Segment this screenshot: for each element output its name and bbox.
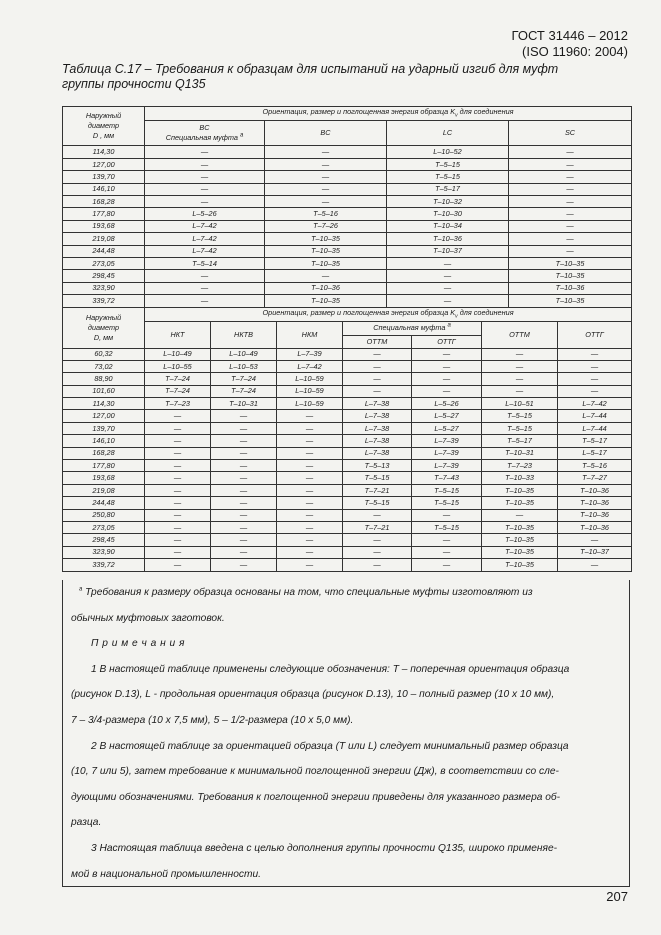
table-cell: —: [509, 220, 632, 232]
table-cell: —: [277, 447, 343, 459]
table-cell: —: [412, 385, 482, 397]
footnote-continued: обычных муфтовых заготовок.: [71, 612, 225, 624]
table-cell: T–10–36: [558, 509, 632, 521]
table-cell: —: [387, 295, 509, 307]
table-cell: —: [211, 559, 277, 571]
table-cell: T–10–35: [482, 497, 558, 509]
table-cell: —: [277, 534, 343, 546]
table-row: [63, 373, 632, 385]
orientation-group-header: Ориентация, размер и поглощенная энергия образца $K_v$ для соединения: [145, 107, 632, 121]
diameter-cell: 339,72: [63, 559, 145, 571]
table-row: [63, 158, 632, 170]
table-cell: T–7–27: [558, 472, 632, 484]
table-cell: —: [211, 522, 277, 534]
table-cell: T–5–17: [482, 435, 558, 447]
table-cell: T–10–37: [558, 546, 632, 558]
table-row: [63, 460, 632, 472]
table-cell: T–7–24: [211, 373, 277, 385]
table-cell: —: [509, 171, 632, 183]
table-cell: T–7–24: [211, 385, 277, 397]
diameter-cell: 60,32: [63, 348, 145, 360]
table-cell: —: [509, 183, 632, 195]
page-number: 207: [606, 889, 628, 904]
table-cell: —: [145, 509, 211, 521]
document-header: [512, 28, 628, 60]
table-row: [63, 472, 632, 484]
note-line: 2 В настоящей таблице за ориентацией образца (Т или L) следует минимальный размер образца: [91, 740, 569, 752]
standard-number: ГОСТ 31446 – 2012: [511, 28, 628, 43]
column-header: ОТТМ: [343, 335, 412, 348]
table-cell: —: [265, 270, 387, 282]
table-cell: —: [211, 484, 277, 496]
table-cell: —: [343, 348, 412, 360]
table-cell: —: [211, 410, 277, 422]
table-cell: T–5–14: [145, 257, 265, 269]
diameter-cell: 127,00: [63, 410, 145, 422]
table-row: [63, 509, 632, 521]
table-cell: —: [265, 158, 387, 170]
table-cell: T–7–24: [145, 373, 211, 385]
special-coupling-header: Специальная муфта $^a$: [343, 321, 482, 335]
table-cell: L–10–51: [482, 398, 558, 410]
diameter-cell: 177,80: [63, 460, 145, 472]
table-cell: —: [145, 546, 211, 558]
table-row: [63, 435, 632, 447]
table-cell: —: [412, 534, 482, 546]
table-cell: T–7–21: [343, 484, 412, 496]
table-cell: —: [265, 196, 387, 208]
table-cell: —: [387, 270, 509, 282]
diameter-cell: 273,05: [63, 522, 145, 534]
table-row: [63, 522, 632, 534]
table-cell: —: [145, 270, 265, 282]
diameter-header: Наружный диаметр D, мм: [63, 307, 145, 348]
table-cell: T–10–36: [558, 484, 632, 496]
table-cell: T–5–15: [482, 410, 558, 422]
diameter-cell: 244,48: [63, 497, 145, 509]
table-cell: T–5–16: [265, 208, 387, 220]
table-cell: —: [558, 373, 632, 385]
table-cell: —: [211, 460, 277, 472]
table-title-line2: группы прочности Q135: [62, 77, 206, 91]
table-row: [63, 447, 632, 459]
table-cell: —: [412, 348, 482, 360]
table-row: [63, 183, 632, 195]
diameter-header: Наружный диаметр D , мм: [63, 107, 145, 146]
table-cell: L–7–39: [277, 348, 343, 360]
column-header: НКМ: [277, 321, 343, 348]
diameter-cell: 177,80: [63, 208, 145, 220]
table-row: [63, 348, 632, 360]
table-cell: T–10–36: [509, 282, 632, 294]
diameter-cell: 339,72: [63, 295, 145, 307]
table-cell: —: [558, 360, 632, 372]
table-cell: —: [558, 559, 632, 571]
table-cell: T–10–35: [482, 484, 558, 496]
table-row: [63, 196, 632, 208]
table-cell: L–7–44: [558, 410, 632, 422]
column-header: ОТТГ: [558, 321, 632, 348]
table-row: [63, 534, 632, 546]
table-cell: L–7–42: [145, 233, 265, 245]
table-cell: L–7–42: [277, 360, 343, 372]
table-cell: L–10–49: [145, 348, 211, 360]
table-cell: T–5–17: [558, 435, 632, 447]
table-cell: T–5–15: [387, 158, 509, 170]
table-cell: —: [145, 472, 211, 484]
table-row: [63, 546, 632, 558]
diameter-cell: 73,02: [63, 360, 145, 372]
table-cell: L–7–38: [343, 398, 412, 410]
table-cell: L–7–38: [343, 447, 412, 459]
table-cell: T–10–37: [387, 245, 509, 257]
table-cell: —: [145, 171, 265, 183]
footnote: $^a$ Требования к размеру образца основаны на том, что специальные муфты изготовляют из: [79, 586, 533, 598]
table-row: [63, 245, 632, 257]
table-cell: L–10–52: [387, 146, 509, 158]
column-header: ОТТМ: [482, 321, 558, 348]
table-cell: L–7–39: [412, 435, 482, 447]
table-title-line1: Таблица С.17 – Требования к образцам для испытаний на ударный изгиб для муфт: [62, 62, 559, 76]
notes-heading: П р и м е ч а н и я: [91, 638, 185, 650]
table-row: [63, 171, 632, 183]
table-cell: T–5–15: [482, 422, 558, 434]
table-cell: T–10–31: [211, 398, 277, 410]
diameter-cell: 193,68: [63, 472, 145, 484]
table-cell: —: [211, 422, 277, 434]
table-row: [63, 257, 632, 269]
diameter-cell: 127,00: [63, 158, 145, 170]
column-header: НКТ: [145, 321, 211, 348]
table-cell: —: [412, 509, 482, 521]
table-cell: T–10–35: [482, 534, 558, 546]
table-cell: —: [412, 546, 482, 558]
table-row: [63, 484, 632, 496]
table-cell: —: [412, 360, 482, 372]
table-cell: —: [145, 484, 211, 496]
table-cell: L–10–53: [211, 360, 277, 372]
table-cell: —: [343, 546, 412, 558]
table-row: [63, 270, 632, 282]
table-cell: —: [145, 183, 265, 195]
table-cell: —: [482, 360, 558, 372]
table-cell: —: [211, 472, 277, 484]
table-cell: —: [277, 509, 343, 521]
table-cell: —: [265, 146, 387, 158]
table-cell: L–7–44: [558, 422, 632, 434]
table-cell: —: [277, 497, 343, 509]
table-cell: —: [558, 534, 632, 546]
table-cell: —: [145, 146, 265, 158]
table-cell: L–5–17: [558, 447, 632, 459]
table-cell: T–5–15: [412, 522, 482, 534]
table-cell: T–5–15: [343, 497, 412, 509]
diameter-cell: 168,28: [63, 447, 145, 459]
note-line: мой в национальной промышленности.: [71, 868, 261, 880]
table-row: [63, 410, 632, 422]
table-cell: L–5–27: [412, 422, 482, 434]
table-row: [63, 559, 632, 571]
table-cell: L–10–59: [277, 373, 343, 385]
diameter-cell: 244,48: [63, 245, 145, 257]
table-cell: —: [412, 559, 482, 571]
table-cell: L–7–38: [343, 422, 412, 434]
diameter-cell: 146,10: [63, 435, 145, 447]
diameter-cell: 101,60: [63, 385, 145, 397]
table-cell: T–5–17: [387, 183, 509, 195]
table-row: [63, 282, 632, 294]
table-casing-couplings: [62, 106, 632, 308]
table-cell: T–10–34: [387, 220, 509, 232]
table-cell: —: [558, 348, 632, 360]
table-cell: —: [509, 233, 632, 245]
iso-reference: (ISO 11960: 2004): [522, 44, 628, 59]
table-cell: T–5–13: [343, 460, 412, 472]
diameter-cell: 273,05: [63, 257, 145, 269]
note-line: 3 Настоящая таблица введена с целью дополнения группы прочности Q135, широко применяе-: [91, 842, 558, 854]
note-line: дующими обозначениями. Требования к поглощенной энергии приведены для указанного размера об-: [71, 791, 561, 803]
table-cell: T–10–33: [482, 472, 558, 484]
table-cell: T–10–36: [387, 233, 509, 245]
table-cell: T–10–35: [265, 257, 387, 269]
column-header: НКТВ: [211, 321, 277, 348]
table-cell: —: [509, 158, 632, 170]
table-cell: L–10–59: [277, 385, 343, 397]
table-cell: —: [509, 196, 632, 208]
column-header: LC: [387, 121, 509, 146]
table-cell: —: [145, 282, 265, 294]
table-cell: —: [265, 183, 387, 195]
table-cell: —: [277, 546, 343, 558]
table-cell: —: [145, 559, 211, 571]
table-cell: T–10–35: [265, 295, 387, 307]
diameter-cell: 114,30: [63, 398, 145, 410]
table-cell: L–10–55: [145, 360, 211, 372]
notes-block: [62, 580, 630, 887]
note-line: разца.: [71, 817, 102, 829]
table-cell: —: [277, 410, 343, 422]
table-cell: T–10–36: [558, 522, 632, 534]
table-row: [63, 360, 632, 372]
table-cell: L–7–42: [145, 220, 265, 232]
table-cell: T–7–23: [145, 398, 211, 410]
table-cell: —: [211, 497, 277, 509]
table-cell: T–10–32: [387, 196, 509, 208]
table-cell: —: [277, 422, 343, 434]
table-cell: —: [343, 559, 412, 571]
table-cell: —: [277, 559, 343, 571]
table-cell: —: [343, 373, 412, 385]
note-line: 7 – 3/4-размера (10 х 7,5 мм), 5 – 1/2-размера (10 х 5,0 мм).: [71, 714, 354, 726]
table-row: [63, 233, 632, 245]
diameter-cell: 219,08: [63, 233, 145, 245]
table-tubing-couplings: [62, 307, 632, 572]
table-cell: T–10–35: [509, 257, 632, 269]
table-cell: T–10–35: [265, 233, 387, 245]
table-cell: —: [145, 196, 265, 208]
diameter-cell: 168,28: [63, 196, 145, 208]
special-coupling-bc-header: BC Специальная муфта $^a$: [145, 121, 265, 146]
table-cell: T–5–16: [558, 460, 632, 472]
table-cell: —: [145, 295, 265, 307]
table-cell: L–7–38: [343, 435, 412, 447]
table-cell: —: [211, 447, 277, 459]
diameter-cell: 323,90: [63, 282, 145, 294]
table-cell: —: [509, 208, 632, 220]
table-cell: T–7–23: [482, 460, 558, 472]
table-row: [63, 422, 632, 434]
diameter-cell: 88,90: [63, 373, 145, 385]
table-cell: —: [211, 509, 277, 521]
diameter-cell: 250,80: [63, 509, 145, 521]
diameter-cell: 114,30: [63, 146, 145, 158]
diameter-cell: 193,68: [63, 220, 145, 232]
table-cell: —: [343, 385, 412, 397]
table-cell: —: [277, 484, 343, 496]
table-cell: —: [277, 472, 343, 484]
diameter-cell: 298,45: [63, 534, 145, 546]
table-cell: —: [558, 385, 632, 397]
table-row: [63, 398, 632, 410]
table-cell: —: [145, 497, 211, 509]
table-cell: L–7–42: [558, 398, 632, 410]
table-cell: L–7–39: [412, 447, 482, 459]
table-cell: T–5–15: [412, 497, 482, 509]
table-row: [63, 220, 632, 232]
table-cell: T–10–30: [387, 208, 509, 220]
table-cell: —: [482, 348, 558, 360]
table-cell: T–7–26: [265, 220, 387, 232]
table-cell: —: [482, 385, 558, 397]
diameter-cell: 146,10: [63, 183, 145, 195]
table-cell: —: [145, 158, 265, 170]
table-cell: L–7–38: [343, 410, 412, 422]
table-cell: T–10–31: [482, 447, 558, 459]
note-line: (10, 7 или 5), затем требование к минимальной поглощенной энергии (Дж), в соответствии со сле-: [71, 766, 559, 778]
table-cell: T–5–15: [343, 472, 412, 484]
table-cell: —: [145, 534, 211, 546]
table-cell: —: [482, 509, 558, 521]
diameter-cell: 323,90: [63, 546, 145, 558]
table-row: [63, 497, 632, 509]
table-cell: T–7–24: [145, 385, 211, 397]
table-cell: L–10–49: [211, 348, 277, 360]
diameter-cell: 139,70: [63, 422, 145, 434]
table-row: [63, 385, 632, 397]
table-cell: T–10–35: [265, 245, 387, 257]
table-cell: L–5–26: [145, 208, 265, 220]
table-cell: —: [211, 435, 277, 447]
orientation-group-header: Ориентация, размер и поглощенная энергия образца $K_v$ для соединения: [145, 307, 632, 321]
table-cell: —: [211, 546, 277, 558]
table-cell: L–7–39: [412, 460, 482, 472]
table-cell: —: [482, 373, 558, 385]
table-cell: —: [277, 522, 343, 534]
table-cell: T–7–21: [343, 522, 412, 534]
table-cell: —: [145, 522, 211, 534]
table-cell: —: [412, 373, 482, 385]
table-cell: —: [387, 282, 509, 294]
note-line: (рисунок D.13), L - продольная ориентация образца (рисунок D.13), 10 – полный размер (10 х 10 мм),: [71, 689, 555, 701]
table-title: [62, 62, 632, 92]
table-cell: L–7–42: [145, 245, 265, 257]
table-cell: —: [343, 509, 412, 521]
table-cell: —: [277, 460, 343, 472]
note-line: 1 В настоящей таблице применены следующие обозначения: Т – поперечная ориентация образца: [91, 663, 570, 675]
requirements-table: [62, 106, 631, 572]
table-cell: T–5–15: [387, 171, 509, 183]
table-cell: L–5–27: [412, 410, 482, 422]
table-cell: —: [343, 360, 412, 372]
table-cell: T–5–15: [412, 484, 482, 496]
table-cell: L–5–26: [412, 398, 482, 410]
table-cell: —: [211, 534, 277, 546]
table-cell: —: [145, 422, 211, 434]
table-cell: —: [145, 447, 211, 459]
table-cell: —: [343, 534, 412, 546]
table-cell: —: [509, 245, 632, 257]
table-cell: T–10–35: [482, 559, 558, 571]
table-row: [63, 208, 632, 220]
diameter-cell: 298,45: [63, 270, 145, 282]
table-cell: —: [145, 460, 211, 472]
column-header: BC: [265, 121, 387, 146]
table-row: [63, 295, 632, 307]
table-cell: —: [145, 435, 211, 447]
table-cell: T–7–43: [412, 472, 482, 484]
column-header: ОТТГ: [412, 335, 482, 348]
table-cell: T–10–35: [509, 295, 632, 307]
table-cell: T–10–36: [558, 497, 632, 509]
table-cell: T–10–35: [509, 270, 632, 282]
table-cell: —: [509, 146, 632, 158]
table-cell: T–10–35: [482, 522, 558, 534]
column-header: SC: [509, 121, 632, 146]
table-cell: T–10–35: [482, 546, 558, 558]
diameter-cell: 219,08: [63, 484, 145, 496]
table-cell: —: [145, 410, 211, 422]
table-cell: —: [277, 435, 343, 447]
table-cell: T–10–36: [265, 282, 387, 294]
table-row: [63, 146, 632, 158]
table-cell: L–10–59: [277, 398, 343, 410]
table-cell: —: [387, 257, 509, 269]
table-cell: —: [265, 171, 387, 183]
diameter-cell: 139,70: [63, 171, 145, 183]
